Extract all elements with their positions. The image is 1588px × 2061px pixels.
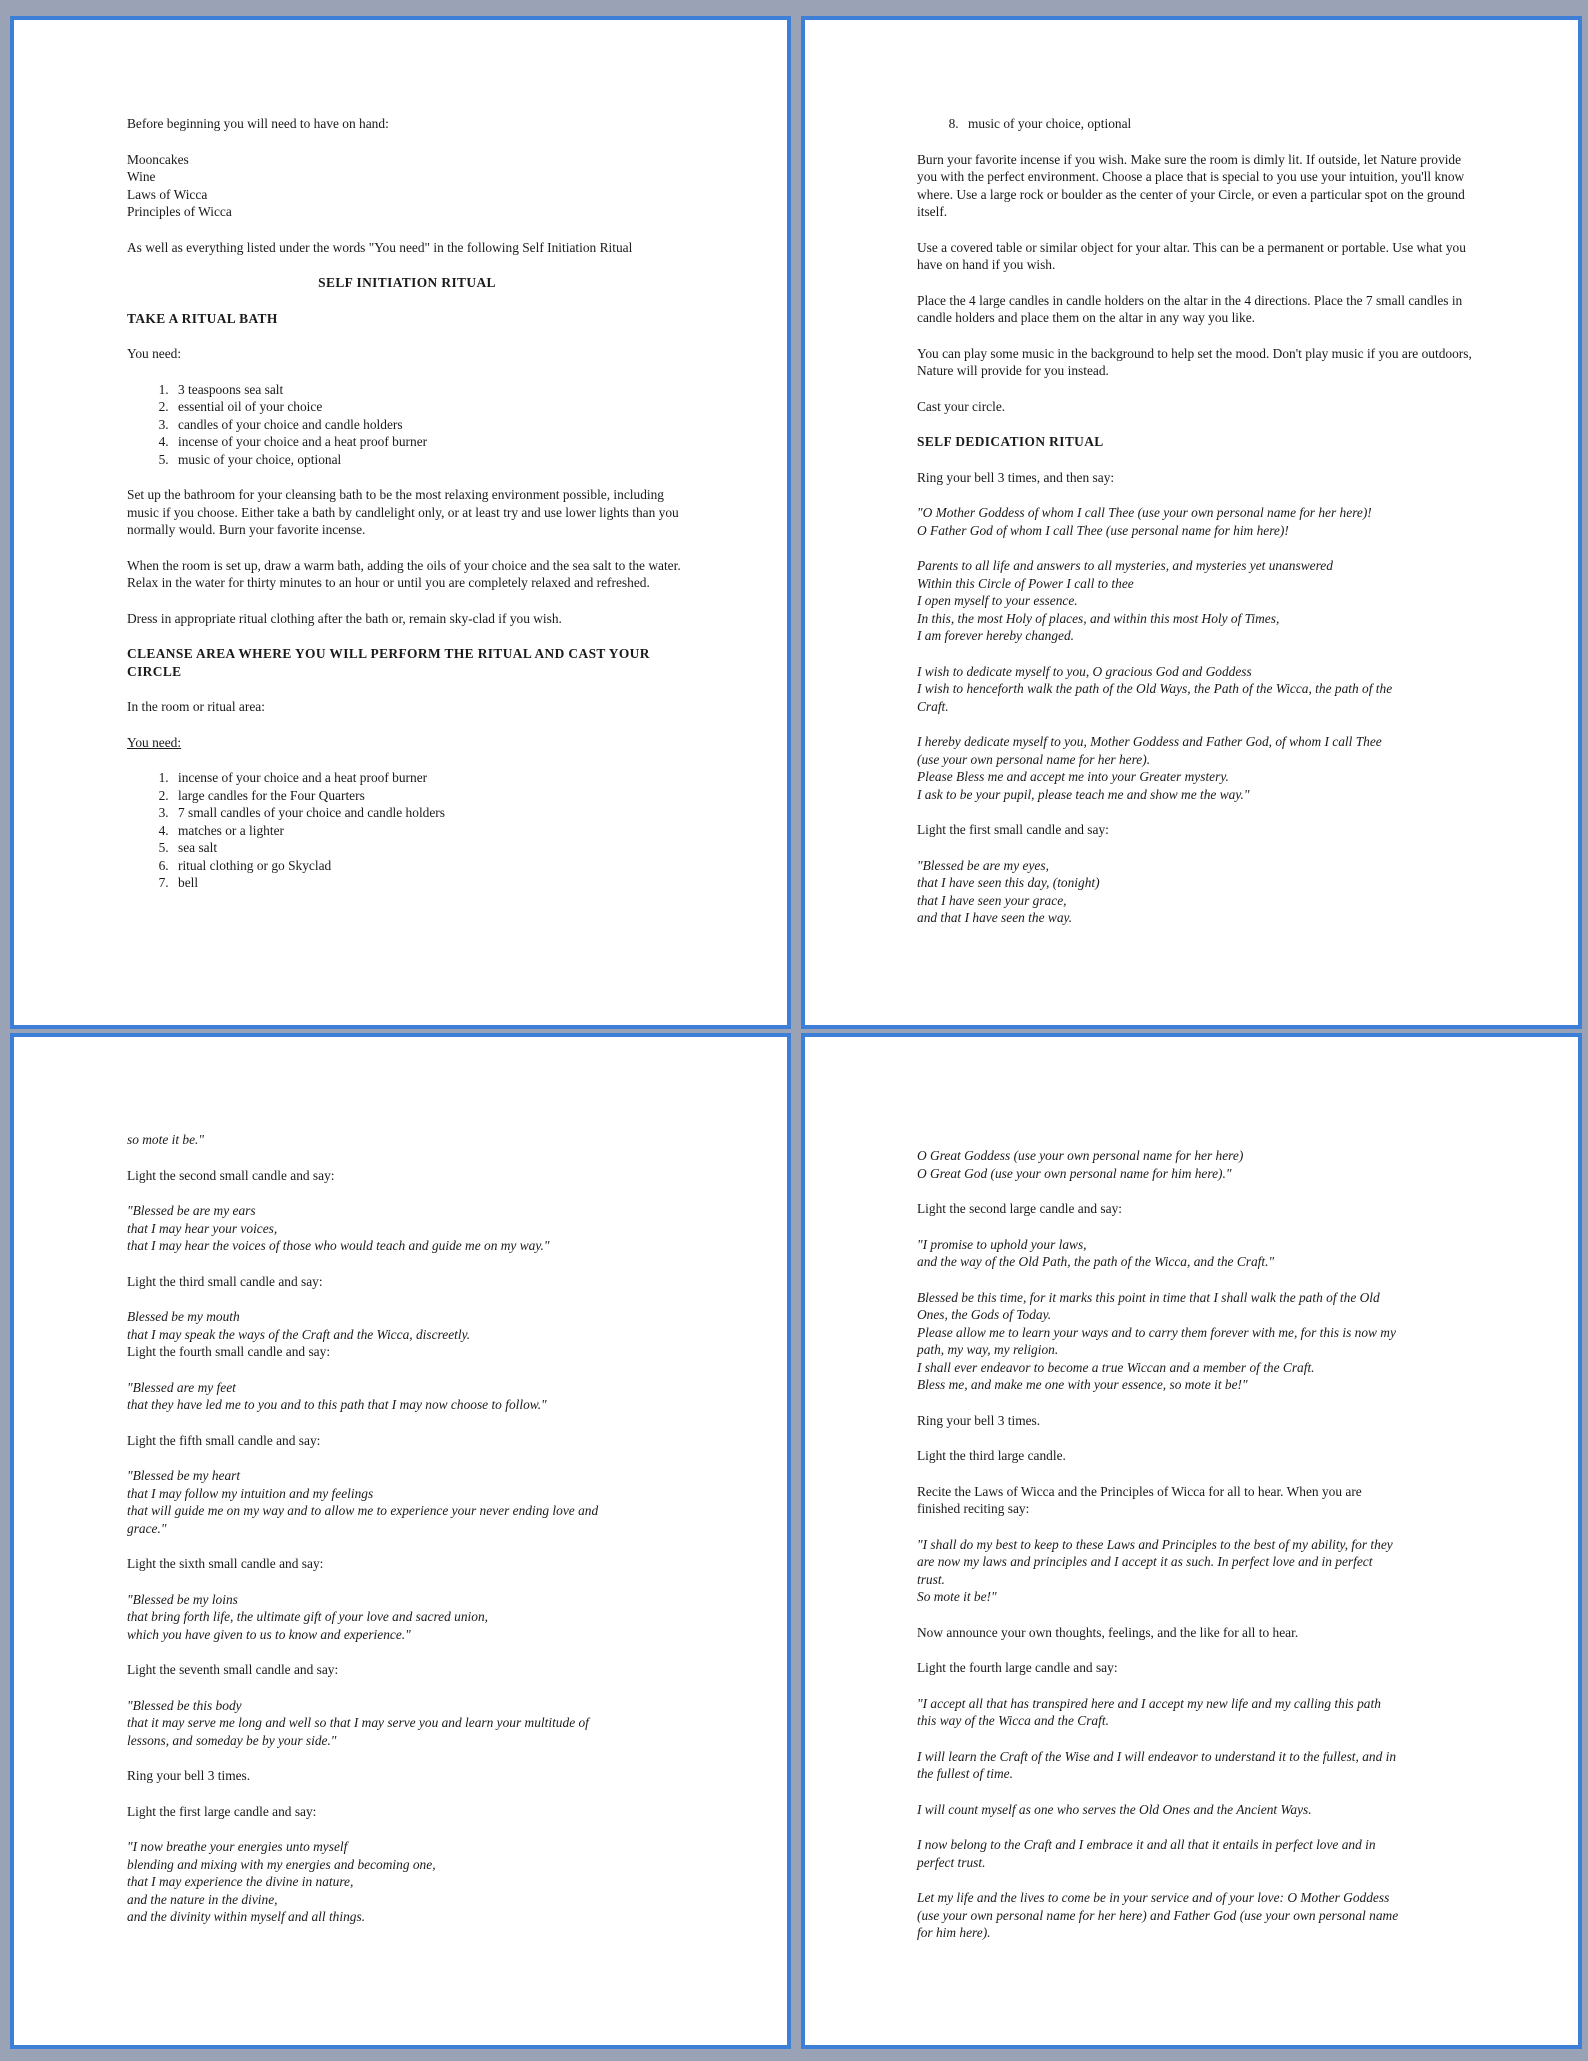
announce-instruction: Now announce your own thoughts, feelings, and the like for all to hear. [917, 1624, 1299, 1640]
verse-line: that I have seen this day, (tonight) [917, 875, 1100, 890]
dedicate-verse [917, 663, 1477, 716]
verse-line: In this, the most Holy of places, and within this most Holy of Times, [917, 610, 1280, 626]
verse-line: Blessed be this time, for it marks this point in time that I shall walk the path of the Old [917, 1289, 1380, 1305]
verse-line: Let my life and the lives to come be in your service and of your love: O Mother Goddess [917, 1890, 1390, 1905]
area-items-list [127, 769, 687, 892]
verse-line: So mote it be!" [917, 1589, 997, 1604]
verse-line: Blessed be my mouth [127, 1309, 240, 1324]
verse-line: grace." [127, 1520, 167, 1536]
bath-items-list [127, 381, 687, 469]
list-item: 1. incense of your choice and a heat proof burner [172, 769, 687, 787]
verse-line: "I now breathe your energies unto myself [127, 1839, 348, 1854]
verse-line: "I shall do my best to keep to these Laws and Principles to the best of my ability, for they [917, 1536, 1393, 1552]
verse-line: I wish to henceforth walk the path of the Old Ways, the Path of the Wicca, the path of the [917, 681, 1393, 696]
verse-line: Within this Circle of Power I call to thee [917, 575, 1134, 591]
count-verse: I will count myself as one who serves the Old Ones and the Ancient Ways. [917, 1801, 1312, 1817]
verse-line: and that I have seen the way. [917, 910, 1073, 925]
ring-instruction: Ring your bell 3 times, and then say: [917, 469, 1115, 485]
verse-line: and the divinity within myself and all things. [127, 1909, 366, 1924]
setup-paragraph: Set up the bathroom for your cleansing bath to be the most relaxing environment possible, including music if you choose. Either take a bath by candlelight only, or at least try and use lower lights than you normally would. Burn your favorite incense. [127, 487, 679, 537]
verse-line: that I may hear your voices, [127, 1220, 278, 1236]
verse-line: "Blessed be my heart [127, 1468, 241, 1483]
ring-instruction: Ring your bell 3 times. [127, 1768, 251, 1783]
list-item: 5. music of your choice, optional [172, 451, 687, 469]
verse-line: and the way of the Old Path, the path of the Wicca, and the Craft." [917, 1254, 1275, 1269]
document-page-1 [10, 16, 791, 1029]
loins-verse [127, 1591, 687, 1644]
text-line: finished reciting say: [917, 1501, 1030, 1516]
page-2-body [917, 115, 1477, 945]
recite-instruction [917, 1483, 1477, 1518]
candle-instruction: Light the first large candle and say: [127, 1803, 317, 1819]
music-paragraph: You can play some music in the background to help set the mood. Don't play music if you are outdoors, Nature will provide for you instead. [917, 345, 1472, 378]
verse-line: path, my way, my religion. [917, 1342, 1059, 1357]
supply-item: Principles of Wicca [127, 204, 232, 219]
invocation-verse [917, 504, 1477, 539]
verse-line: that I may experience the divine in nature, [127, 1874, 354, 1889]
verse-line: which you have given to us to know and experience." [127, 1626, 411, 1642]
body-verse [127, 1697, 687, 1750]
parents-verse [917, 557, 1477, 645]
list-item: 5. sea salt [172, 839, 687, 857]
verse-line: and the nature in the divine, [127, 1891, 278, 1907]
candle-instruction: Light the first small candle and say: [917, 822, 1109, 837]
verse-line: "Blessed be are my eyes, [917, 857, 1049, 873]
verse-line: (use your own personal name for her here) and Father God (use your own personal name [917, 1907, 1399, 1923]
candle-instruction: Light the third small candle and say: [127, 1273, 323, 1289]
verse-line: "I accept all that has transpired here and I accept my new life and my calling this path [917, 1695, 1381, 1711]
promise-verse [917, 1236, 1477, 1271]
verse-line: the fullest of time. [917, 1766, 1013, 1781]
verse-line: "Blessed be are my ears [127, 1203, 256, 1218]
verse-line: "I promise to uphold your laws, [917, 1236, 1087, 1252]
verse-line: lessons, and someday be by your side." [127, 1732, 337, 1748]
page-3-body [127, 1131, 687, 1944]
verse-line: O Great God (use your own personal name for him here)." [917, 1165, 1232, 1181]
ritual-title: SELF INITIATION RITUAL [318, 275, 496, 290]
list-item: 1. 3 teaspoons sea salt [172, 381, 687, 399]
verse-line: for him here). [917, 1925, 991, 1940]
candle-instruction: Light the fifth small candle and say: [127, 1432, 321, 1448]
dress-paragraph: Dress in appropriate ritual clothing after the bath or, remain sky-clad if you wish. [127, 610, 562, 626]
ears-verse [127, 1202, 687, 1255]
verse-line: O Father God of whom I call Thee (use personal name for him here)! [917, 522, 1289, 538]
document-page-2 [801, 16, 1582, 1029]
as-well-text: As well as everything listed under the words "You need" in the following Self Initiation Ritual [127, 239, 633, 255]
feet-verse [127, 1379, 687, 1414]
list-item: 6. ritual clothing or go Skyclad [172, 857, 687, 875]
verse-line: I now belong to the Craft and I embrace it and all that it entails in perfect love and in [917, 1837, 1376, 1852]
incense-paragraph: Burn your favorite incense if you wish. Make sure the room is dimly lit. If outside, let Nature provide you with the perfect environment. Choose a place that is special to you use your intuition, you'll know where. Use a large rock or boulder as the center of your Circle, or even a particular spot on the ground itself. [917, 151, 1465, 219]
verse-line: trust. [917, 1571, 945, 1587]
let-verse [917, 1889, 1477, 1942]
dedication-heading: SELF DEDICATION RITUAL [917, 434, 1104, 449]
supply-item: Wine [127, 169, 156, 184]
blessed-time-verse [917, 1289, 1477, 1394]
accept-verse [917, 1695, 1477, 1730]
list-item: 8. music of your choice, optional [962, 115, 1477, 133]
candle-instruction: Light the fourth large candle and say: [917, 1660, 1118, 1675]
you-need-label: You need: [127, 346, 182, 361]
page-4-body [917, 1147, 1477, 1960]
verse-line: I wish to dedicate myself to you, O gracious God and Goddess [917, 663, 1252, 679]
verse-line: are now my laws and principles and I accept it as such. In perfect love and in perfect [917, 1554, 1373, 1569]
supply-item: Mooncakes [127, 151, 189, 167]
document-page-4 [801, 1033, 1582, 2049]
verse-line: that I may follow my intuition and my feelings [127, 1485, 374, 1501]
verse-line: I ask to be your pupil, please teach me and show me the way." [917, 786, 1250, 802]
candle-instruction: Light the second large candle and say: [917, 1201, 1123, 1216]
verse-line: I hereby dedicate myself to you, Mother Goddess and Father God, of whom I call Thee [917, 734, 1382, 749]
list-item: 3. candles of your choice and candle holders [172, 416, 687, 434]
candle-instruction: Light the second small candle and say: [127, 1167, 335, 1183]
cast-circle-text: Cast your circle. [917, 398, 1006, 414]
heart-verse [127, 1467, 687, 1537]
verse-line: Bless me, and make me one with your essence, so mote it be!" [917, 1377, 1248, 1392]
document-page-3 [10, 1033, 791, 2049]
text-line: Recite the Laws of Wicca and the Principles of Wicca for all to hear. When you are [917, 1483, 1362, 1499]
list-item: 3. 7 small candles of your choice and candle holders [172, 804, 687, 822]
verse-line: that I may hear the voices of those who would teach and guide me on my way." [127, 1238, 550, 1253]
verse-line: (use your own personal name for her here). [917, 751, 1151, 767]
verse-line: I am forever hereby changed. [917, 628, 1075, 643]
verse-line: this way of the Wicca and the Craft. [917, 1713, 1109, 1728]
verse-line: "Blessed are my feet [127, 1379, 236, 1395]
list-item: 2. large candles for the Four Quarters [172, 787, 687, 805]
verse-line: Please Bless me and accept me into your Greater mystery. [917, 769, 1229, 784]
breathe-verse [127, 1838, 687, 1926]
verse-line: Please allow me to learn your ways and to carry them forever with me, for this is now my [917, 1324, 1396, 1340]
verse-line: that they have led me to you and to this path that I may now choose to follow." [127, 1397, 547, 1412]
page-1-body [127, 115, 687, 910]
candles-paragraph: Place the 4 large candles in candle holders on the altar in the 4 directions. Place the 7 small candles in candle holders and place them on the altar in any way you like. [917, 292, 1463, 325]
eyes-verse [917, 857, 1477, 927]
in-room-text: In the room or ritual area: [127, 699, 265, 714]
candle-instruction: Light the fourth small candle and say: [127, 1344, 331, 1359]
great-verse [917, 1147, 1477, 1182]
bath-heading: TAKE A RITUAL BATH [127, 310, 278, 326]
verse-line: "Blessed be my loins [127, 1591, 238, 1607]
verse-line: blending and mixing with my energies and becoming one, [127, 1856, 436, 1872]
ring-instruction: Ring your bell 3 times. [917, 1412, 1041, 1428]
hereby-verse [917, 733, 1477, 803]
area-items-list-continued [917, 115, 1477, 133]
belong-verse [917, 1836, 1477, 1871]
list-item: 4. incense of your choice and a heat proof burner [172, 433, 687, 451]
list-item: 4. matches or a lighter [172, 822, 687, 840]
verse-line: O Great Goddess (use your own personal name for her here) [917, 1148, 1244, 1163]
verse-line: "Blessed be this body [127, 1697, 242, 1713]
verse-line: so mote it be." [127, 1132, 205, 1147]
list-item: 2. essential oil of your choice [172, 398, 687, 416]
candle-instruction: Light the sixth small candle and say: [127, 1556, 324, 1571]
cleanse-heading: CLEANSE AREA WHERE YOU WILL PERFORM THE RITUAL AND CAST YOUR CIRCLE [127, 646, 650, 679]
altar-paragraph: Use a covered table or similar object for your altar. This can be a permanent or portable. Use what you have on hand if you wish. [917, 239, 1466, 272]
mouth-verse [127, 1308, 687, 1343]
verse-line: that I have seen your grace, [917, 892, 1067, 908]
you-need-label: You need: [127, 734, 182, 750]
verse-line: perfect trust. [917, 1854, 986, 1870]
supply-item: Laws of Wicca [127, 186, 208, 202]
verse-line: Parents to all life and answers to all mysteries, and mysteries yet unanswered [917, 558, 1333, 573]
verse-line: that I may speak the ways of the Craft and the Wicca, discreetly. [127, 1326, 471, 1342]
bath-paragraph: When the room is set up, draw a warm bath, adding the oils of your choice and the sea salt to the water. Relax in the water for thirty minutes to an hour or until you are completely relaxed and refreshed. [127, 557, 681, 590]
candle-instruction: Light the third large candle. [917, 1448, 1066, 1463]
verse-line: that bring forth life, the ultimate gift of your love and sacred union, [127, 1609, 489, 1624]
verse-line: I shall ever endeavor to become a true Wiccan and a member of the Craft. [917, 1359, 1315, 1375]
verse-line: I open myself to your essence. [917, 593, 1078, 608]
learn-verse [917, 1748, 1477, 1783]
verse-line: Ones, the Gods of Today. [917, 1307, 1052, 1322]
list-item: 7. bell [172, 874, 687, 892]
candle-instruction: Light the seventh small candle and say: [127, 1662, 339, 1677]
verse-line: Craft. [917, 698, 949, 714]
best-verse [917, 1536, 1477, 1606]
verse-line: that will guide me on my way and to allow me to experience your never ending love and [127, 1503, 599, 1518]
verse-line: I will learn the Craft of the Wise and I will endeavor to understand it to the fullest, and in [917, 1748, 1397, 1764]
verse-line: "O Mother Goddess of whom I call Thee (use your own personal name for her here)! [917, 505, 1372, 520]
supplies-list [127, 151, 687, 221]
verse-line: that it may serve me long and well so that I may serve you and learn your multitude of [127, 1715, 589, 1730]
intro-text: Before beginning you will need to have on hand: [127, 116, 389, 131]
